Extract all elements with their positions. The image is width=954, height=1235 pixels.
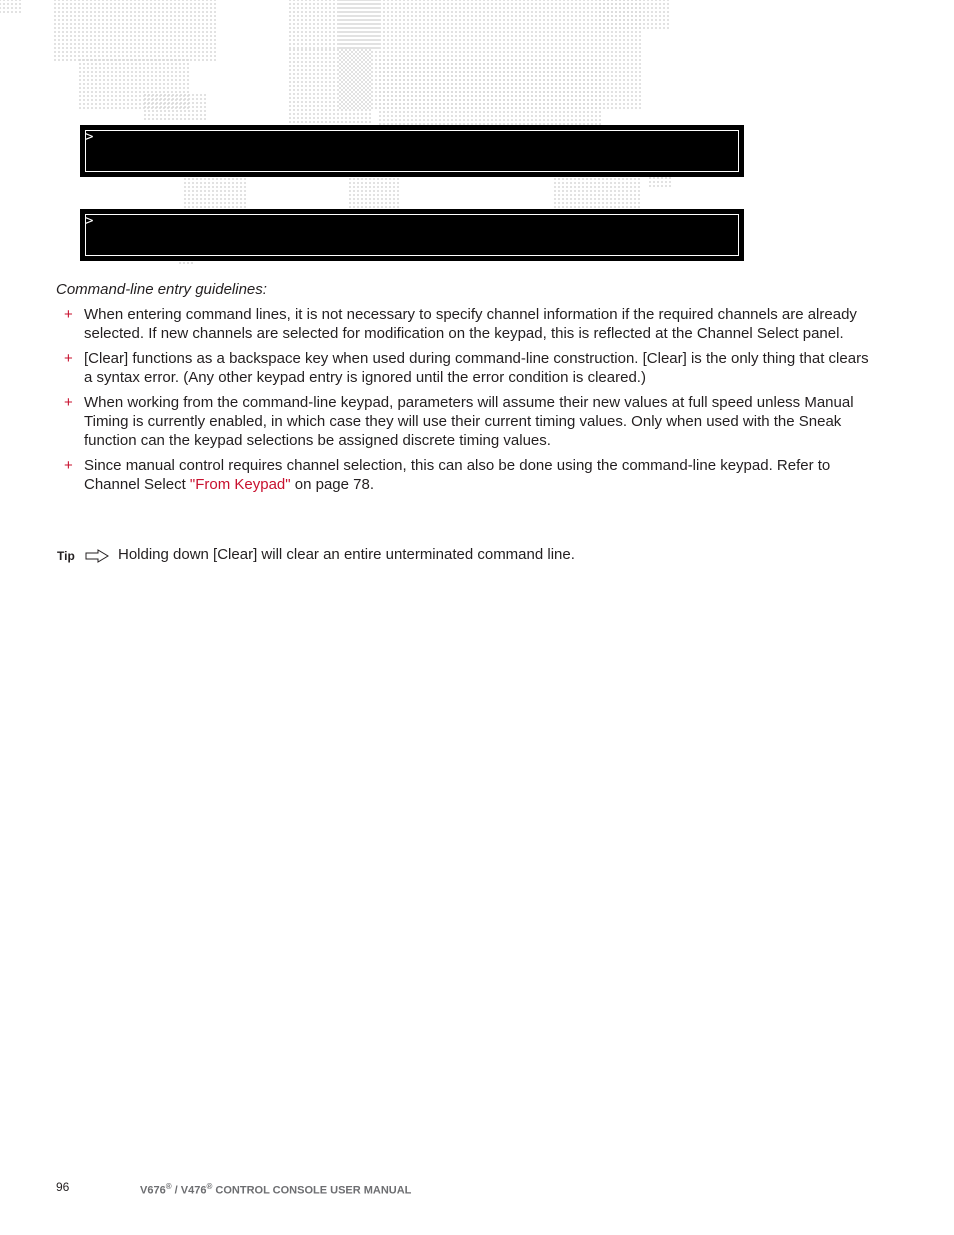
list-item-text: When entering command lines, it is not necessary to specify channel information if the required channels are already selected. If new channels are selected for modification on the keypad, this is reflected at the Channel Select panel. (84, 306, 857, 342)
command-line-display-1 (80, 125, 744, 177)
command-prompt: > (85, 129, 94, 145)
list-item (64, 456, 874, 494)
command-prompt: > (85, 213, 94, 229)
bullet-plus: + (64, 306, 73, 323)
list-item-text: When working from the command-line keypad, parameters will assume their new values at full speed unless Manual Timing is currently enabled, in which case they will use their current timing values. Only when used with the Sneak function can the keypad selections be assigned discrete timing values. (84, 394, 854, 449)
arrow-right-icon (84, 549, 110, 563)
list-item-text: Since manual control requires channel selection, this can also be done using the command-line keypad. Refer to Channel Select (84, 457, 831, 493)
page-number: 96 (56, 1180, 70, 1194)
from-keypad-link[interactable]: "From Keypad" (189, 476, 291, 493)
list-item (64, 393, 874, 450)
tip-text: Holding down [Clear] will clear an entire unterminated command line. (118, 546, 575, 563)
command-line-display-2 (80, 209, 744, 261)
list-item (64, 349, 874, 387)
bullet-plus: + (64, 394, 73, 411)
list-item-text: [Clear] functions as a backspace key when used during command-line construction. [Clear] is the only thing that clears a syntax error. (Any other keypad entry is ignored until the error condition is cleared.) (84, 350, 869, 386)
tip-label: Tip (57, 549, 75, 563)
footer-title: V676® / V476® CONTROL CONSOLE USER MANUAL (140, 1182, 412, 1197)
bullet-plus: + (64, 350, 73, 367)
bullet-plus: + (64, 457, 73, 474)
section-title: Command-line entry guidelines: (56, 281, 267, 298)
list-item (64, 305, 874, 343)
list-item-text: on page 78. (290, 476, 375, 493)
guidelines-list (64, 305, 874, 500)
